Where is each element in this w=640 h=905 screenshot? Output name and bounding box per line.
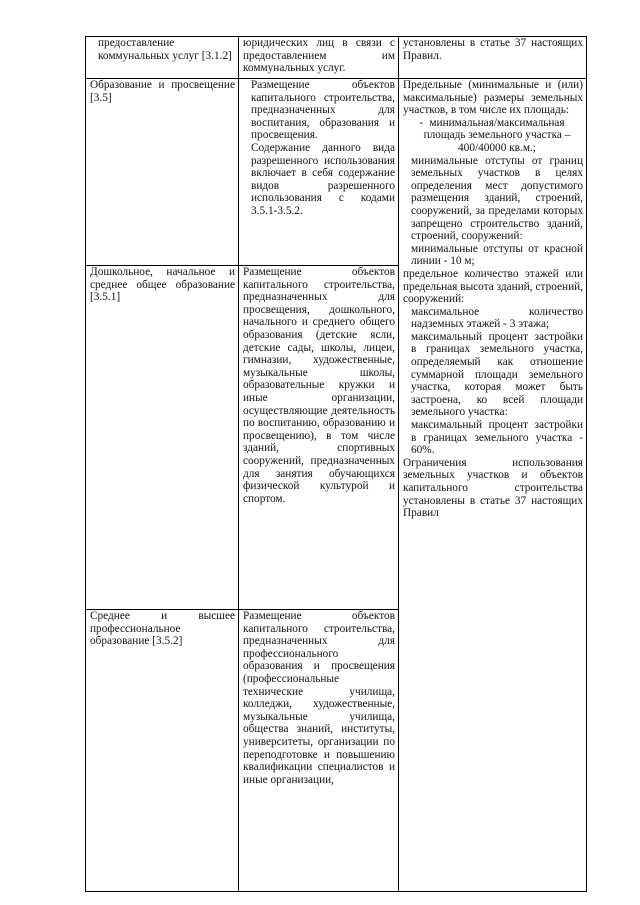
use-type-name: Дошкольное, начальное и среднее общее образование [3.5.1] [90, 266, 235, 304]
table-row [86, 79, 587, 266]
parameters-restrictions: Ограничения использования земельных участков и объектов капитального строительства установлены в статье 37 настоящих Правил [403, 456, 583, 520]
parameters-cell-top [399, 37, 587, 79]
parameters-cell [399, 79, 587, 892]
use-description-cell [239, 266, 399, 610]
parameter-item: предельное количество этажей или предельная высота зданий, строений, сооружений: [403, 267, 583, 306]
use-description: юридических лиц в связи с предоставлением им коммунальных услуг. [243, 37, 395, 75]
use-type-cell [86, 37, 239, 79]
use-type-name: Среднее и высшее профессиональное образование [3.5.2] [90, 610, 235, 648]
land-use-table [85, 36, 587, 892]
parameter-item: - максимальный процент застройки в границах земельного участка - 60%. [403, 419, 583, 457]
parameters-tail: установлены в статье 37 настоящих Правил. [403, 37, 583, 62]
parameters-intro: Предельные (минимальные и (или) максимальные) размеры земельных участков, в том числе их площадь: [403, 79, 583, 117]
use-description-note: Содержание данного вида разрешенного использования включает в себя содержание видов разрешенного использования с кодами 3.5.1-3.5.2. [251, 141, 395, 217]
use-description-cell [239, 610, 399, 892]
use-description: Размещение объектов капитального строительства, предназначенных для профессионального образования и просвещения (профессиональные технические училища, колледжи, художественные, музыкальные училища, общества знаний, институты, университеты, организации по переподготовке и повышению квалификации специалистов и иные организации, [243, 610, 395, 786]
use-description-cell [239, 37, 399, 79]
use-type-name: Образование и просвещение [3.5] [90, 79, 235, 104]
parameter-area: - минимальная/максимальная площадь земельного участка – 400/40000 кв.м.; [403, 117, 583, 155]
use-type-cell [86, 79, 239, 266]
parameter-item: - максимальное количество надземных этажей - 3 этажа; [403, 306, 583, 331]
parameter-item: - минимальные отступы от красной линии - 10 м; [403, 243, 583, 268]
use-description-cell [239, 79, 399, 266]
use-type-name: предоставление коммунальных услуг [3.1.2] [98, 37, 232, 62]
table-row [86, 37, 587, 79]
use-description: Размещение объектов капитального строительства, предназначенных для просвещения, дошкольного, начального и среднего общего образования (детские ясли, детские сады, школы, лицеи, гимназии, художественные, музыкальные школы, образовательные кружки и иные организации, осуществляющие деятельность по воспитанию, образованию и просвещению), в том числе зданий, спортивных сооружений, предназначенных для занятия обучающихся физической культурой и спортом. [243, 266, 395, 505]
use-type-cell [86, 610, 239, 892]
use-description: Размещение объектов капитального строительства, предназначенных для воспитания, образования и просвещения. [251, 79, 395, 142]
use-type-cell [86, 266, 239, 610]
parameter-item: - максимальный процент застройки в границах земельного участка, определяемый как отношение суммарной площади земельного участка, которая может быть застроена, ко всей площади земельного участка: [403, 331, 583, 419]
parameter-item: - минимальные отступы от границ земельных участков в целях определения мест допустимого размещения зданий, строений, сооружений, за пределами которых запрещено строительство зданий, строений, сооружений: [403, 155, 583, 243]
